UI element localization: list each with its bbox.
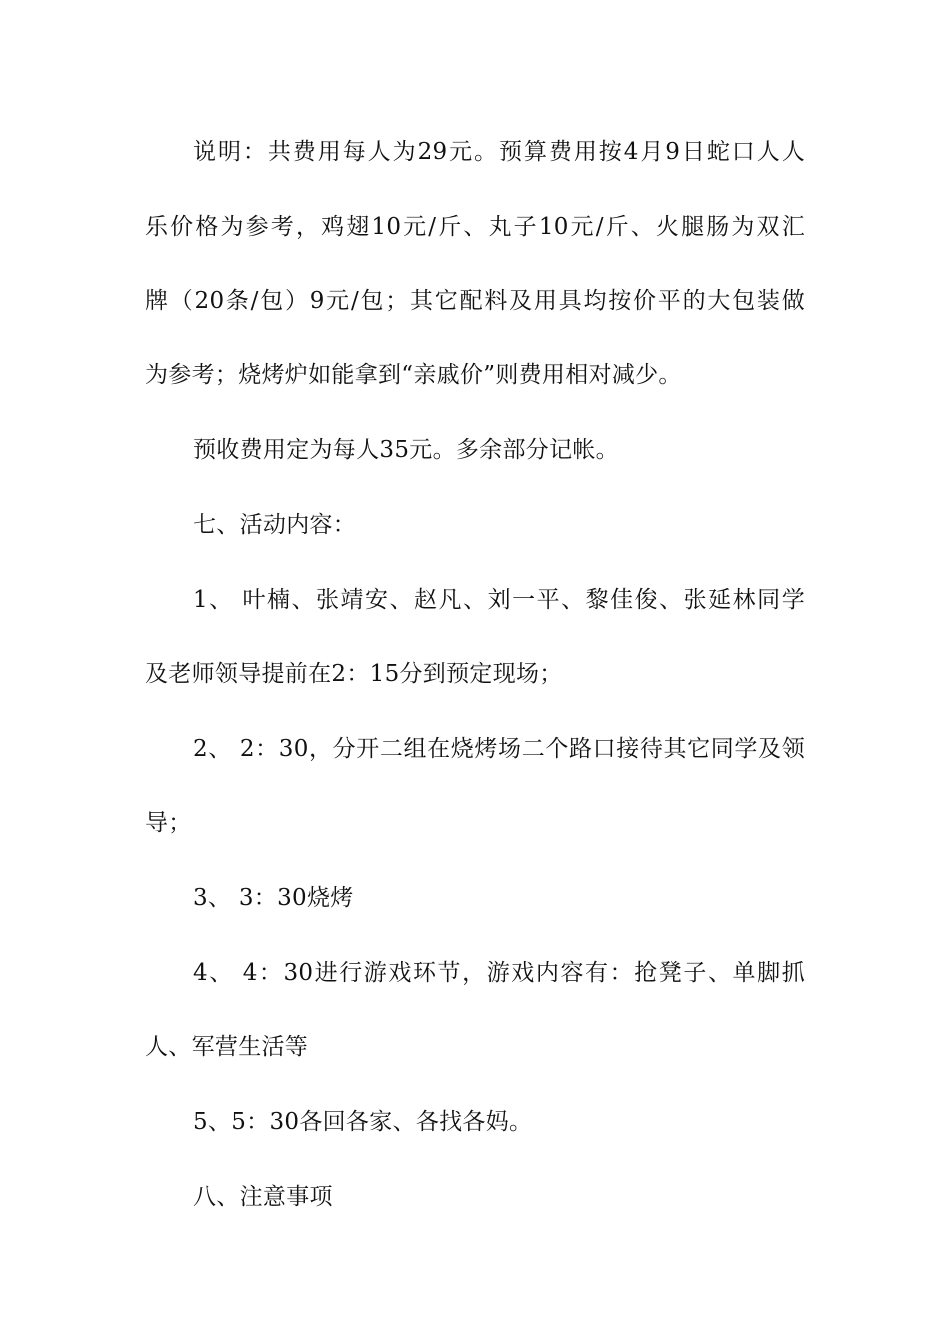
list-item-continuation: 及老师领导提前在2：15分到预定现场； (145, 661, 563, 687)
paragraph-line: 乐价格为参考，鸡翅10元/斤、丸子10元/斤、火腿肠为双汇 (145, 214, 805, 240)
section-heading: 七、活动内容： (193, 512, 357, 538)
section-heading: 八、注意事项 (193, 1184, 333, 1210)
list-item: 4、 4：30进行游戏环节，游戏内容有：抢凳子、单脚抓 (193, 960, 805, 986)
list-item: 5、5：30各回各家、各找各妈。 (193, 1109, 533, 1135)
list-item: 1、 叶楠、张靖安、赵凡、刘一平、黎佳俊、张延林同学 (193, 587, 805, 613)
paragraph-line: 说明：共费用每人为29元。预算费用按4月9日蛇口人人 (193, 139, 805, 165)
paragraph-line: 预收费用定为每人35元。多余部分记帐。 (193, 437, 619, 463)
list-item-continuation: 导； (145, 810, 192, 836)
paragraph-line: 为参考；烧烤炉如能拿到“亲戚价”则费用相对减少。 (145, 362, 682, 388)
list-item: 3、 3：30烧烤 (193, 885, 354, 911)
paragraph-line: 牌（20条/包）9元/包；其它配料及用具均按价平的大包装做 (145, 288, 805, 314)
list-item: 2、 2：30，分开二组在烧烤场二个路口接待其它同学及领 (193, 736, 805, 762)
list-item-continuation: 人、军营生活等 (145, 1034, 309, 1060)
